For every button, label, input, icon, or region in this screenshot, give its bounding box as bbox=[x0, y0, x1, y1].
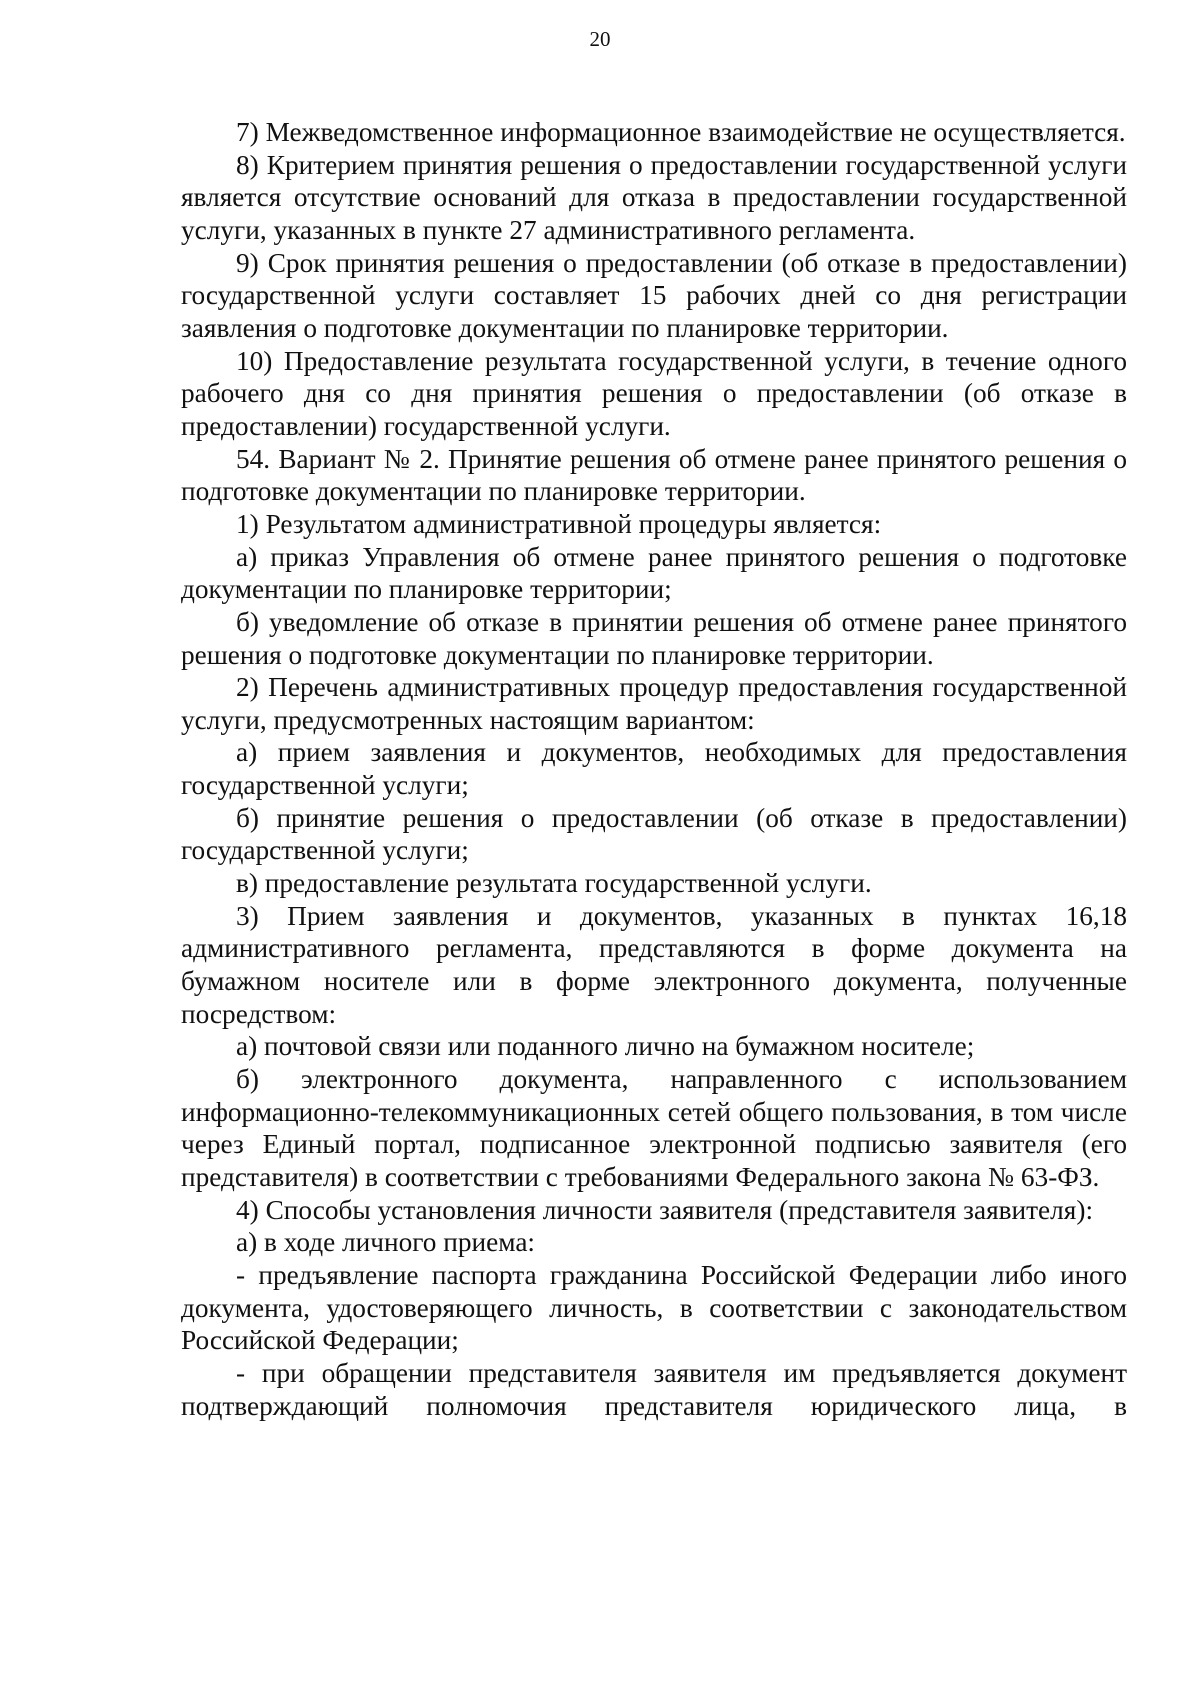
paragraph-3a-postal: а) почтовой связи или поданного лично на бумажном носителе; bbox=[236, 1031, 975, 1062]
paragraph-2-procedures: 2) Перечень административных процедур предоставления государственной услуги, предусмотренных настоящим вариантом: bbox=[181, 672, 1127, 735]
paragraph-3-submission: 3) Прием заявления и документов, указанных в пунктах 16,18 административного регламента, представляются в форме документа на бумажном носителе или в форме электронного документа, полученные посредством: bbox=[181, 900, 1127, 1029]
paragraph-4a-personal: а) в ходе личного приема: bbox=[236, 1227, 536, 1258]
paragraph-9-term: 9) Срок принятия решения о предоставлении (об отказе в предоставлении) государственной услуги составляет 15 рабочих дней со дня регистрации заявления о подготовке документации по планировке территории. bbox=[181, 247, 1127, 343]
paragraph-2b-decision: б) принятие решения о предоставлении (об отказе в предоставлении) государственной услуги; bbox=[181, 802, 1127, 866]
paragraph-7-interagency: 7) Межведомственное информационное взаимодействие не осуществляется. bbox=[236, 117, 1126, 147]
paragraph-2a-reception: а) прием заявления и документов, необходимых для предоставления государственной услуги; bbox=[181, 737, 1127, 801]
document-body bbox=[181, 116, 1127, 1422]
paragraph-representative: - при обращении представителя заявителя им предъявляется документ подтверждающий полномочия представителя юридического лица, в bbox=[181, 1357, 1127, 1421]
paragraph-1a-order: а) приказ Управления об отмене ранее принятого решения о подготовке документации по планировке территории; bbox=[181, 541, 1127, 605]
paragraph-4-identification: 4) Способы установления личности заявителя (представителя заявителя): bbox=[236, 1194, 1094, 1225]
paragraph-10-result-delivery: 10) Предоставление результата государственной услуги, в течение одного рабочего дня со дня принятия решения о предоставлении (об отказе в предоставлении) государственной услуги. bbox=[181, 345, 1127, 441]
paragraph-2c-delivery: в) предоставление результата государственной услуги. bbox=[236, 868, 872, 899]
paragraph-passport: - предъявление паспорта гражданина Российской Федерации либо иного документа, удостоверяющего личность, в соответствии с законодательством Российской Федерации; bbox=[181, 1259, 1127, 1356]
paragraph-3b-electronic: б) электронного документа, направленного с использованием информационно-телекоммуникационных сетей общего пользования, в том числе через Единый портал, подписанное электронной подписью заявителя (его представителя) в соответствии с требованиями Федерального закона № 63-ФЗ. bbox=[181, 1064, 1127, 1192]
page-number: 20 bbox=[589, 27, 611, 51]
paragraph-54-variant-2: 54. Вариант № 2. Принятие решения об отмене ранее принятого решения о подготовке документации по планировке территории. bbox=[181, 443, 1127, 507]
paragraph-1b-notice: б) уведомление об отказе в принятии решения об отмене ранее принятого решения о подготовке документации по планировке территории. bbox=[181, 606, 1127, 670]
paragraph-1-result: 1) Результатом административной процедуры является: bbox=[236, 508, 882, 539]
paragraph-8-criterion: 8) Критерием принятия решения о предоставлении государственной услуги является отсутствие оснований для отказа в предоставлении государственной услуги, указанных в пункте 27 административного регламента. bbox=[181, 149, 1127, 245]
